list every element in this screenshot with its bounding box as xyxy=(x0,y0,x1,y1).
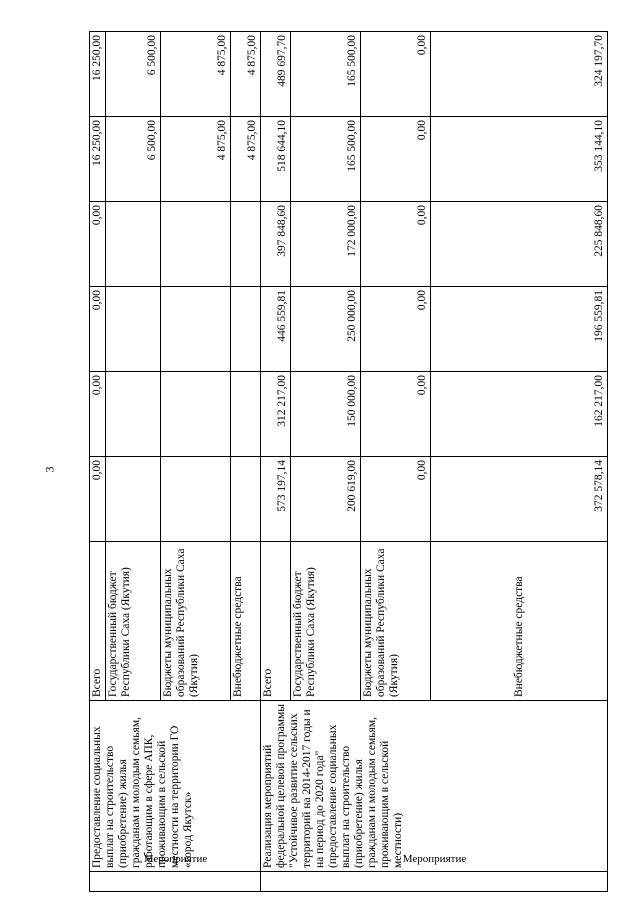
value-cell: 0,00 xyxy=(90,372,106,457)
value-cell: 0,00 xyxy=(90,457,106,542)
source-label: Всего xyxy=(261,542,291,701)
value-cell xyxy=(231,287,261,372)
value-cell: 0,00 xyxy=(361,457,431,542)
value-cell: 225 848,60 xyxy=(431,202,608,287)
value-cell: 0,00 xyxy=(361,287,431,372)
source-label: Государственный бюджет Республики Саха (Якутия) xyxy=(291,542,361,701)
source-label: Бюджеты муниципальных образований Республики Саха (Якутия) xyxy=(161,542,231,701)
category-label: Мероприятие xyxy=(402,852,466,865)
rotated-table-container xyxy=(89,32,606,892)
value-cell: 324 197,70 xyxy=(431,32,608,117)
category-label: Мероприятие xyxy=(143,852,207,865)
value-cell: 196 559,81 xyxy=(431,287,608,372)
value-cell: 0,00 xyxy=(361,202,431,287)
category-cell xyxy=(261,852,608,892)
value-cell: 16 250,00 xyxy=(90,32,106,117)
event-name-cell: Предоставление социальных выплат на строительство (приобретение) жилья гражданам и молодым семьям, работающим в сфере АПК, проживающим в сельской местности на территории ГО «город Якутск» xyxy=(90,701,261,872)
value-cell: 4 875,00 xyxy=(231,117,261,202)
value-cell: 353 144,10 xyxy=(431,117,608,202)
value-cell xyxy=(106,202,161,287)
value-cell: 0,00 xyxy=(361,117,431,202)
value-cell xyxy=(106,287,161,372)
value-cell xyxy=(161,457,231,542)
source-label: Бюджеты муниципальных образований Республики Саха (Якутия) xyxy=(361,542,431,701)
value-cell: 518 644,10 xyxy=(261,117,291,202)
value-cell xyxy=(106,372,161,457)
value-cell: 4 875,00 xyxy=(161,117,231,202)
value-cell: 4 875,00 xyxy=(231,32,261,117)
value-cell: 6 500,00 xyxy=(106,32,161,117)
value-cell: 446 559,81 xyxy=(261,287,291,372)
source-label: Внебюджетные средства xyxy=(431,542,608,701)
event-name-cell: Реализация мероприятий федеральной целевой программы "Устойчивое развитие сельских территорий на 2014-2017 годы и на период до 2020 года" (предоставление социальных выплат на строительство (приобретение) жилья гражданам и молодым семьям, проживающим в сельской местности) xyxy=(261,701,608,872)
value-cell: 0,00 xyxy=(90,202,106,287)
value-cell: 489 697,70 xyxy=(261,32,291,117)
value-cell: 165 500,00 xyxy=(291,32,361,117)
value-cell: 165 500,00 xyxy=(291,117,361,202)
value-cell: 6 500,00 xyxy=(106,117,161,202)
value-cell: 0,00 xyxy=(90,287,106,372)
value-cell: 162 217,00 xyxy=(431,372,608,457)
value-cell xyxy=(231,457,261,542)
page-number: 3 xyxy=(42,466,57,473)
table-row xyxy=(261,32,291,892)
value-cell xyxy=(231,372,261,457)
value-cell xyxy=(231,202,261,287)
value-cell: 0,00 xyxy=(361,32,431,117)
value-cell: 573 197,14 xyxy=(261,457,291,542)
category-cell xyxy=(90,852,261,892)
value-cell: 397 848,60 xyxy=(261,202,291,287)
source-label: Государственный бюджет Республики Саха (Якутия) xyxy=(106,542,161,701)
value-cell: 250 000,00 xyxy=(291,287,361,372)
source-label: Всего xyxy=(90,542,106,701)
value-cell: 372 578,14 xyxy=(431,457,608,542)
value-cell: 0,00 xyxy=(361,372,431,457)
value-cell xyxy=(106,457,161,542)
value-cell: 312 217,00 xyxy=(261,372,291,457)
value-cell: 200 619,00 xyxy=(291,457,361,542)
value-cell xyxy=(161,202,231,287)
source-label: Внебюджетные средства xyxy=(231,542,261,701)
value-cell: 16 250,00 xyxy=(90,117,106,202)
table-row xyxy=(90,32,106,892)
value-cell: 150 000,00 xyxy=(291,372,361,457)
budget-table xyxy=(89,31,608,892)
value-cell: 172 000,00 xyxy=(291,202,361,287)
value-cell xyxy=(161,287,231,372)
value-cell: 4 875,00 xyxy=(161,32,231,117)
value-cell xyxy=(161,372,231,457)
